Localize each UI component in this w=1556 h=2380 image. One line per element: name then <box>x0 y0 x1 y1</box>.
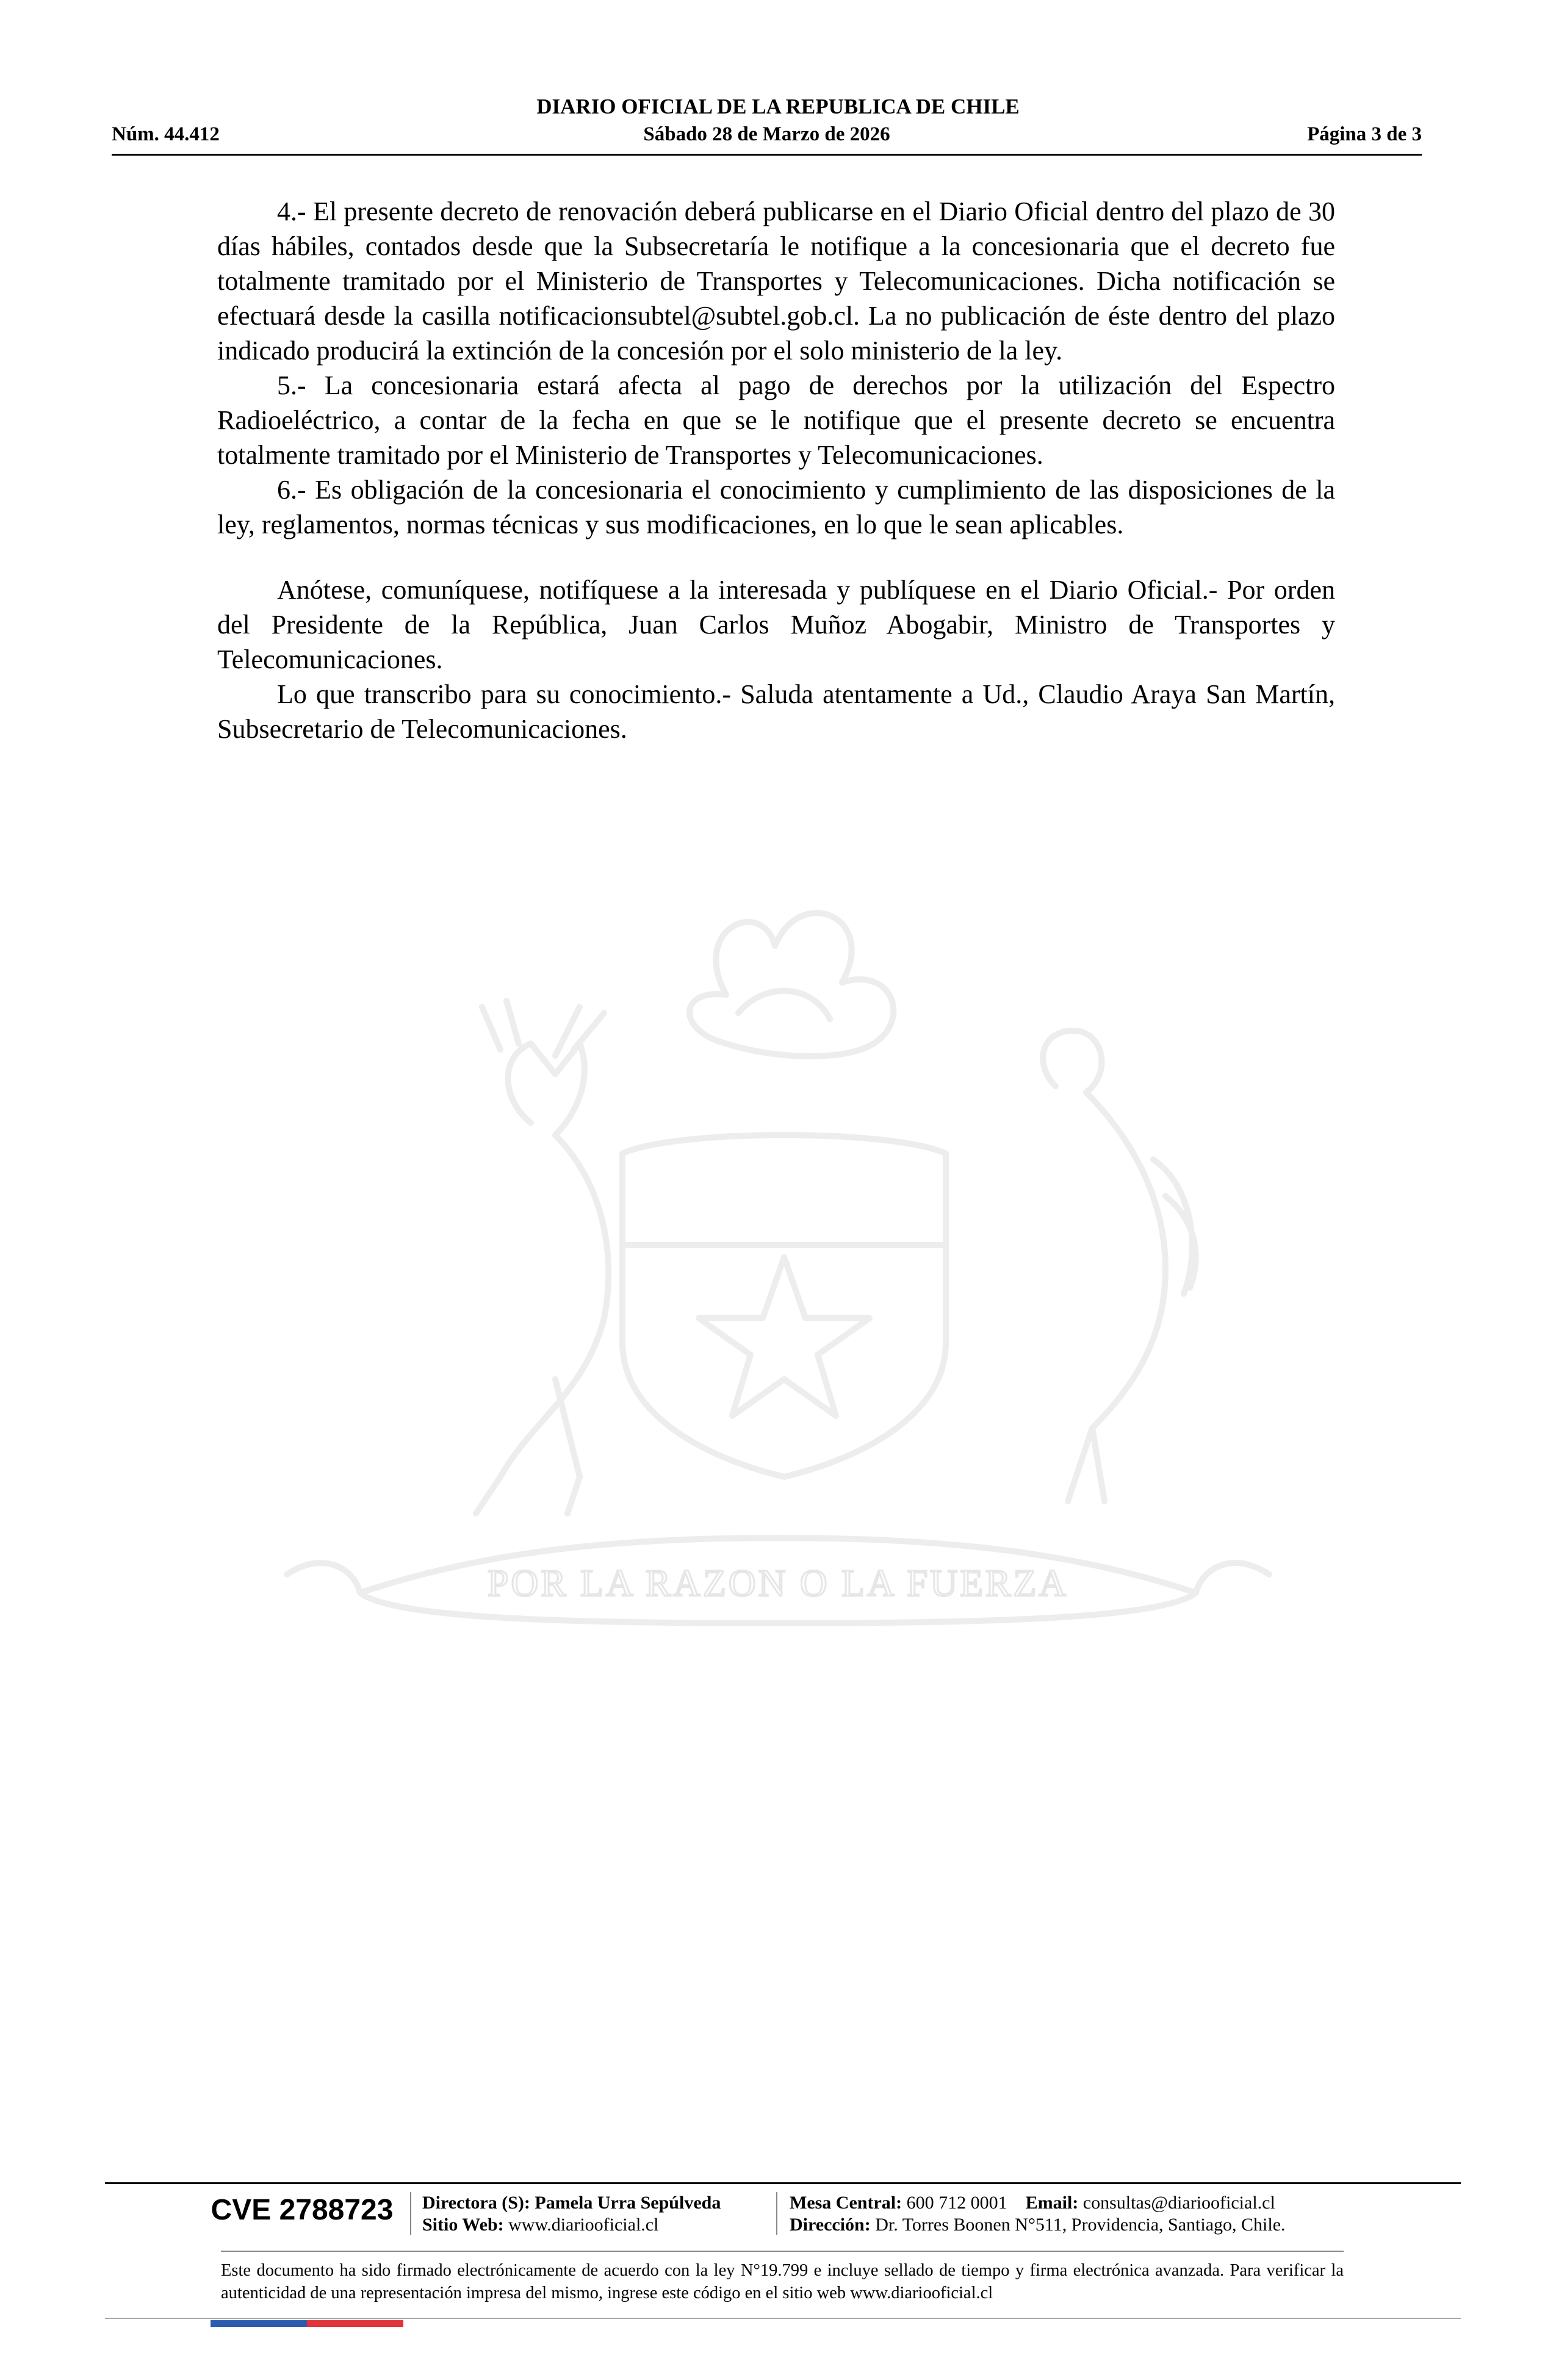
address-value: Dr. Torres Boonen N°511, Providencia, Santiago, Chile. <box>875 2215 1286 2235</box>
page-number: Página 3 de 3 <box>1307 123 1422 145</box>
footer-contact <box>790 2192 1286 2236</box>
footer-separator <box>410 2192 411 2235</box>
flag-stripe-red <box>307 2320 403 2327</box>
phone-label: Mesa Central: <box>790 2193 902 2213</box>
coat-of-arms-icon <box>214 891 1342 1684</box>
transcription-paragraph: Lo que transcribo para su conocimiento.- Saluda atentamente a Ud., Claudio Araya San Martín, Subsecretario de Telecomunicaciones. <box>217 679 1335 744</box>
header-divider <box>112 154 1422 156</box>
footer-divider-mid <box>221 2251 1344 2252</box>
footer-divider-bottom <box>105 2318 1461 2319</box>
email-label: Email: <box>1025 2193 1079 2213</box>
phone-value: 600 712 0001 <box>906 2193 1007 2213</box>
paragraph-4: 4.- El presente decreto de renovación deberá publicarse en el Diario Oficial dentro del plazo de 30 días hábiles, contados desde que la Subsecretaría le notifique a la concesionaria que el decreto fue totalmente tramitado por el Ministerio de Transportes y Telecomunicaciones. Dicha notificación se efectuará desde la casilla notificacionsubtel@subtel.gob.cl. La no publicación de éste dentro del plazo indicado producirá la extinción de la concesión por el solo ministerio de la ley. <box>217 197 1335 366</box>
document-body <box>217 194 1335 746</box>
issue-number: Núm. 44.412 <box>112 123 220 145</box>
web-label: Sitio Web: <box>422 2215 504 2235</box>
issue-date: Sábado 28 de Marzo de 2026 <box>643 123 890 145</box>
header-row <box>112 121 1422 148</box>
closing-paragraph: Anótese, comuníquese, notifíquese a la interesada y publíquese en el Diario Oficial.- Por orden del Presidente de la República, Juan Carlos Muñoz Abogabir, Ministro de Transportes y Telecomunicaciones. <box>217 575 1335 674</box>
web-link[interactable]: www.diariooficial.cl <box>508 2215 659 2235</box>
watermark-motto: POR LA RAZON O LA FUERZA <box>487 1563 1069 1604</box>
cve-code: CVE 2788723 <box>211 2194 394 2226</box>
flag-stripe-blue <box>211 2320 307 2327</box>
newspaper-title: DIARIO OFICIAL DE LA REPUBLICA DE CHILE <box>536 95 1020 118</box>
paragraph-5: 5.- La concesionaria estará afecta al pago de derechos por la utilización del Espectro Radioeléctrico, a contar de la fecha en que se le notifique que el presente decreto se encuentra totalmente tramitado por el Ministerio de Transportes y Telecomunicaciones. <box>217 370 1335 470</box>
director-name: Directora (S): Pamela Urra Sepúlveda <box>422 2193 721 2213</box>
footer-separator <box>776 2192 777 2235</box>
paragraph-6: 6.- Es obligación de la concesionaria el conocimiento y cumplimiento de las disposiciones de la ley, reglamentos, normas técnicas y sus modificaciones, en lo que le sean aplicables. <box>217 475 1335 539</box>
email-link[interactable]: consultas@diariooficial.cl <box>1082 2193 1275 2213</box>
footer-directory <box>422 2192 721 2236</box>
footer-divider-top <box>105 2182 1461 2184</box>
address-label: Dirección: <box>790 2215 871 2235</box>
signature-note: Este documento ha sido firmado electrónicamente de acuerdo con la ley N°19.799 e incluye sellado de tiempo y firma electrónica avanzada. Para verificar la autenticidad de una representación impresa del mismo, ingrese este código en el sitio web www.diariooficial.cl <box>221 2261 1344 2302</box>
